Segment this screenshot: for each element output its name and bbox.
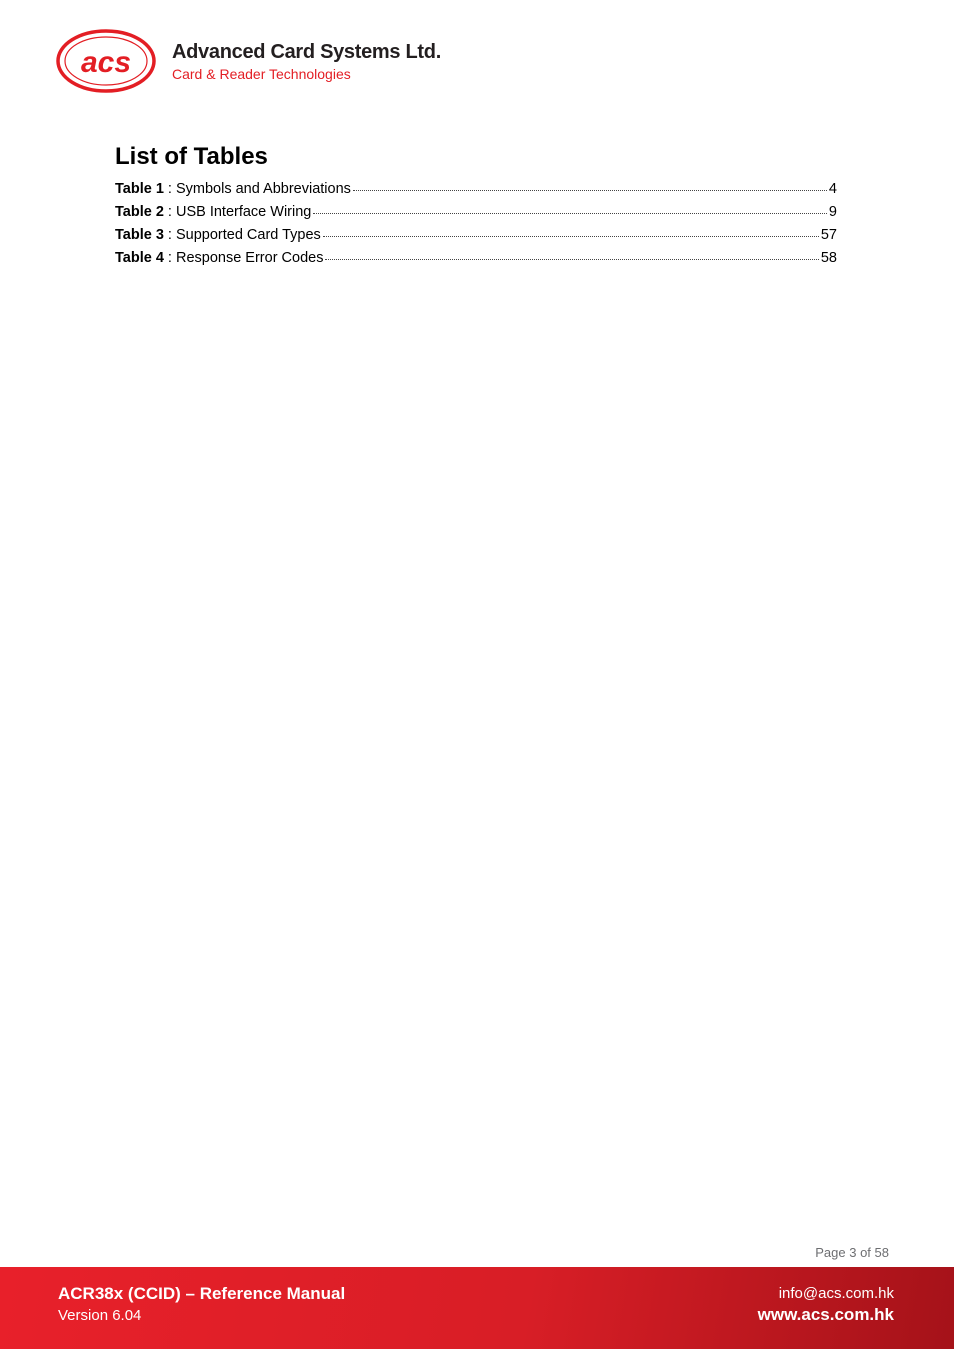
toc-entry-table-4[interactable] [115, 250, 837, 273]
toc-entry-page: 4 [828, 181, 837, 197]
toc-entry-table-3[interactable] [115, 227, 837, 250]
company-name: Advanced Card Systems Ltd. [172, 41, 441, 63]
toc-entry-separator: : [163, 204, 176, 220]
toc-entry-label: Table 2 [115, 204, 164, 220]
footer-version: Version 6.04 [58, 1307, 142, 1324]
toc-entry-title: Response Error Codes [175, 250, 324, 266]
page-number: Page 3 of 58 [815, 1245, 889, 1260]
dot-leader [323, 235, 819, 237]
footer-website-link[interactable]: www.acs.com.hk [757, 1305, 894, 1324]
dot-leader [353, 189, 827, 191]
toc-entry-table-1[interactable] [115, 181, 837, 204]
footer-document-title: ACR38x (CCID) – Reference Manual [58, 1284, 346, 1303]
toc-entry-table-2[interactable] [115, 204, 837, 227]
toc-entry-label: Table 3 [115, 227, 164, 243]
toc-entry-title: Supported Card Types [175, 227, 321, 243]
dot-leader [313, 212, 827, 214]
dot-leader [325, 258, 818, 260]
footer-bar [0, 1267, 954, 1349]
toc-entry-label: Table 4 [115, 250, 164, 266]
toc-entry-separator: : [163, 227, 176, 243]
company-tagline: Card & Reader Technologies [172, 66, 351, 82]
page-title: List of Tables [115, 143, 268, 170]
toc-entry-title: USB Interface Wiring [175, 204, 312, 220]
logo-text: acs [80, 46, 132, 79]
acs-logo-mark [55, 28, 159, 94]
toc-entry-label: Table 1 [115, 181, 164, 197]
toc-entry-separator: : [163, 250, 176, 266]
company-logo [55, 28, 465, 96]
toc-entry-page: 9 [828, 204, 837, 220]
toc-entry-page: 57 [820, 227, 837, 243]
toc-entry-page: 58 [820, 250, 837, 266]
footer-email-link[interactable]: info@acs.com.hk [778, 1285, 894, 1302]
toc-entry-separator: : [163, 181, 176, 197]
table-of-tables [115, 181, 837, 273]
toc-entry-title: Symbols and Abbreviations [175, 181, 351, 197]
